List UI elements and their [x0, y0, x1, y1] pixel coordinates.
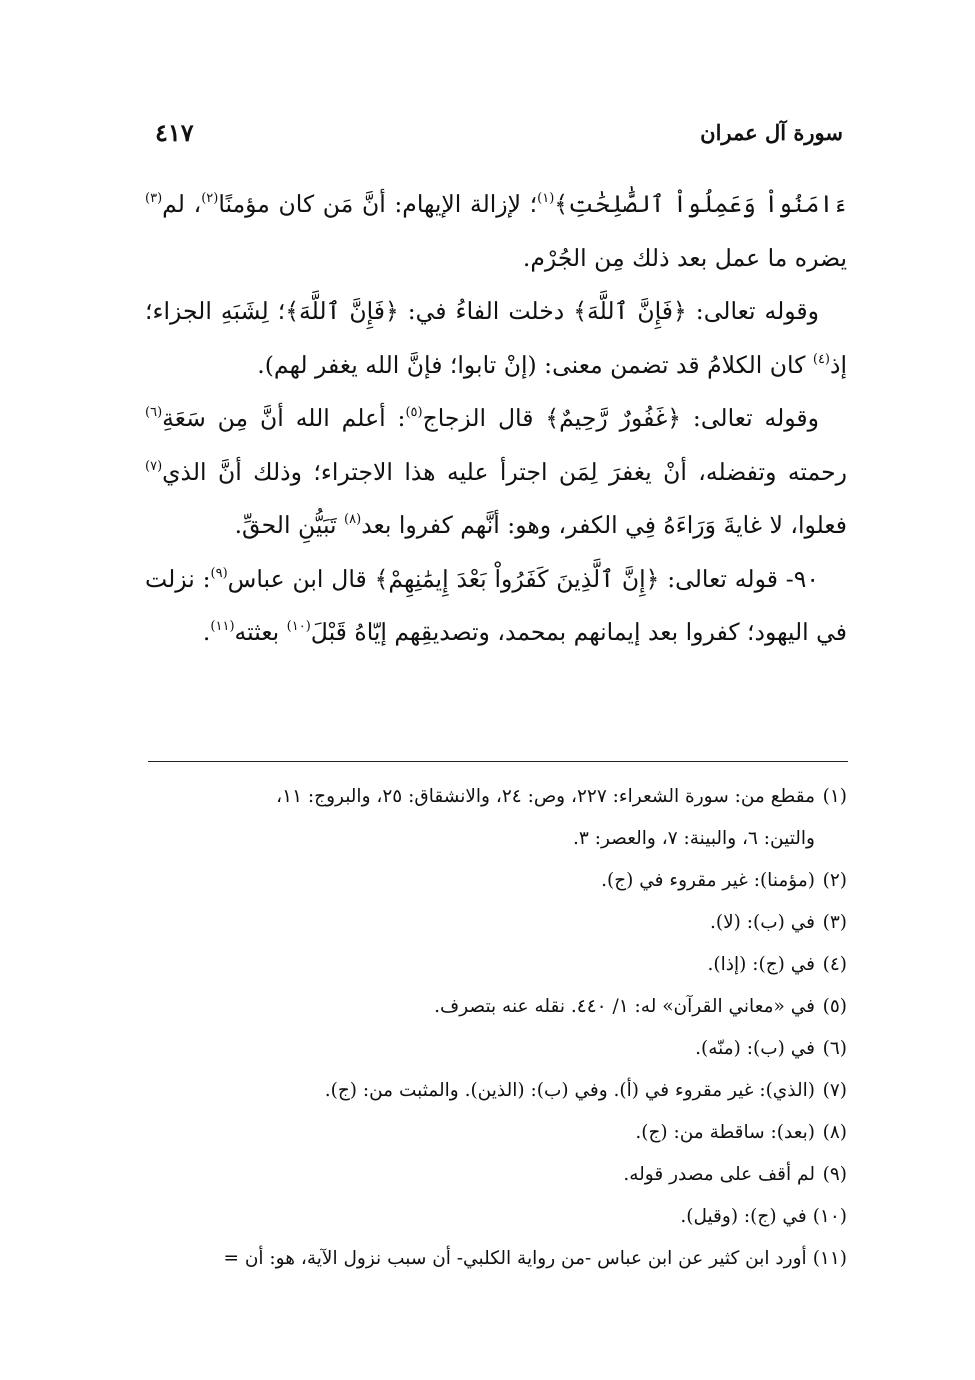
footnote-ref: (١٠) — [286, 619, 311, 634]
footnote-5 — [130, 986, 847, 1028]
footnote-8 — [130, 1112, 847, 1154]
footnote-9 — [130, 1154, 847, 1196]
footnote-ref: (٤) — [812, 351, 830, 367]
footnote-4 — [130, 944, 847, 986]
footnote-divider — [148, 761, 848, 762]
footnote-text-continued: والتين: ٦، والبينة: ٧، والعصر: ٣. — [573, 828, 815, 849]
text-run: وقوله تعالى: ﴿غَفُورٌ رَّحِيمٌ﴾ قال الزجاج — [422, 404, 819, 432]
footnote-text: في (ب): (لا). — [710, 912, 815, 933]
paragraph-2 — [145, 285, 847, 392]
footnote-number: (٦) — [822, 1038, 847, 1059]
text-run: كان الكلامُ قد تضمن معنى: (إنْ تابوا؛ فإنَّ الله يغفر لهم). — [257, 350, 813, 379]
footnote-number: (٥) — [822, 996, 847, 1017]
footnote-number: (٧) — [822, 1080, 847, 1101]
footnote-text: في «معاني القرآن» له: ١/ ٤٤٠. نقله عنه بتصرف. — [434, 996, 815, 1017]
footnote-number: (١١) — [812, 1248, 847, 1269]
footnote-10 — [130, 1196, 847, 1238]
footnote-11 — [130, 1238, 847, 1280]
footnote-6 — [130, 1028, 847, 1070]
page-number: ٤١٧ — [155, 117, 194, 147]
footnote-text: في (ب): (منّه). — [695, 1038, 815, 1059]
footnote-number: (٢) — [822, 870, 847, 891]
text-run: . — [202, 618, 211, 646]
text-run: وقوله تعالى: ﴿فَإِنَّ ٱللَّهَ﴾ دخلت الفاءُ في: ﴿فَإِنَّ ٱللَّهَ﴾؛ لِشَبَهِ الجزاء؛ إذ — [145, 297, 847, 379]
text-run: ءَامَنُواْ وَعَمِلُواْ ٱلصَّٰلِحَٰتِ﴾ — [554, 190, 847, 218]
page-header — [155, 112, 843, 152]
footnote-text: مقطع من: سورة الشعراء: ٢٢٧، وص: ٢٤، والانشقاق: ٢٥، والبروج: ١١، — [276, 786, 815, 807]
footnote-3 — [130, 902, 847, 944]
text-run: ٩٠- قوله تعالى: ﴿إِنَّ ٱلَّذِينَ كَفَرُواْ بَعْدَ إِيمَٰنِهِمْ﴾ قال ابن عباس — [227, 564, 819, 593]
footnote-ref: (٨) — [344, 512, 362, 527]
footnote-1 — [130, 776, 847, 860]
footnote-text: (مؤمنا): غير مقروء في (ج). — [601, 870, 815, 891]
text-run: : نزلت في اليهود؛ كفروا بعد إيمانهم بمحمد، وتصديقِهم إيّاهُ قَبْلَ — [145, 564, 847, 646]
footnote-ref: (٧) — [145, 458, 163, 474]
footnote-ref: (٣) — [145, 191, 163, 206]
footnote-ref: (٦) — [145, 405, 163, 420]
footnote-number: (٣) — [822, 912, 847, 933]
paragraph-3 — [145, 392, 847, 553]
footnote-ref: (٩) — [210, 565, 228, 581]
footnote-ref: (١١) — [210, 619, 235, 634]
text-run: بعثته — [234, 618, 287, 646]
footnote-text: في (ج): (إذا). — [707, 954, 815, 975]
footnote-number: (٨) — [822, 1122, 847, 1143]
footnote-ref: (٢) — [201, 191, 219, 206]
footnote-2 — [130, 860, 847, 902]
text-run: تَبَيُّنِ الحقِّ. — [234, 511, 345, 539]
footnote-number: (١) — [822, 786, 847, 807]
footnote-text: لم أقف على مصدر قوله. — [623, 1164, 815, 1185]
text-run: : أعلم الله أنَّ مِن سَعَةِ — [162, 404, 406, 432]
footnote-text: في (ج): (وقيل). — [680, 1206, 807, 1227]
text-run: ، لم — [162, 190, 202, 218]
footnote-text: (الذي): غير مقروء في (أ). وفي (ب): (الذين). والمثبت من: (ج). — [324, 1080, 815, 1101]
footnote-number: (١٠) — [812, 1206, 847, 1227]
footnote-text: أورد ابن كثير عن ابن عباس -من رواية الكلبي- أن سبب نزول الآية، هو: أن = — [223, 1248, 807, 1269]
footnote-number: (٤) — [822, 954, 847, 975]
paragraph-1 — [145, 178, 847, 285]
running-title: سورة آل عمران — [700, 119, 843, 145]
footnotes — [130, 776, 847, 1280]
text-run: يضره ما عمل بعد ذلك مِن الجُرْم. — [522, 243, 847, 272]
text-run: رحمته وتفضله، أنْ يغفرَ لِمَن اجترأ عليه هذا الاجتراء؛ وذلك أنَّ الذي — [162, 457, 847, 486]
main-text — [145, 178, 847, 660]
text-run: فعلوا، لا غايةَ وَرَاءَهُ فِي الكفر، وهو: أنَّهم كفروا بعد — [361, 511, 847, 539]
footnote-text: (بعد): ساقطة من: (ج). — [635, 1122, 815, 1143]
footnote-number: (٩) — [822, 1164, 847, 1185]
footnote-ref: (٥) — [405, 405, 423, 420]
paragraph-4 — [145, 553, 847, 660]
footnote-7 — [130, 1070, 847, 1112]
text-run: ؛ لإزالة الإيهام: أنَّ مَن كان مؤمنًا — [218, 190, 538, 218]
footnote-ref: (١) — [537, 191, 555, 206]
